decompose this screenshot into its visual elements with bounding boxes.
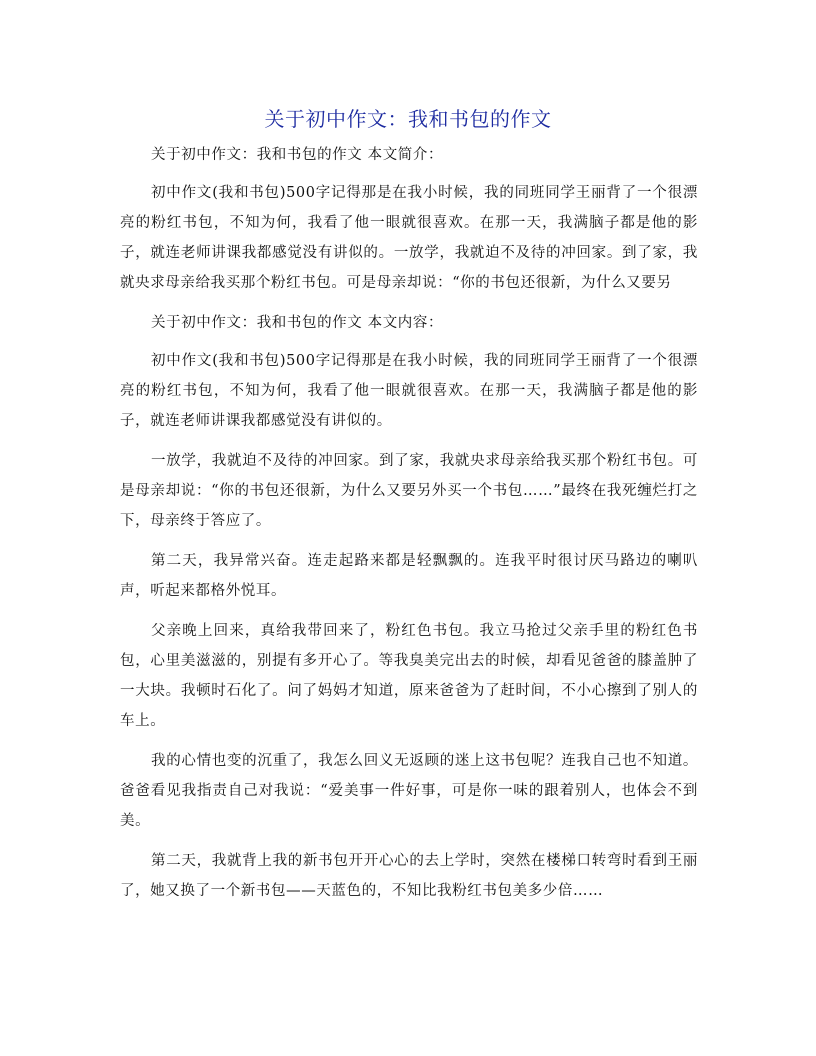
body-paragraph: 第二天，我异常兴奋。连走起路来都是轻飘飘的。连我平时很讨厌马路边的喇叭声，听起来都格外悦耳。	[120, 553, 698, 599]
body-paragraph: 我的心情也变的沉重了，我怎么回义无返顾的迷上这书包呢？连我自己也不知道。爸爸看见我指责自己对我说：“爱美事一件好事，可是你一味的跟着别人，也体会不到美。	[120, 753, 698, 829]
content-heading: 关于初中作文：我和书包的作文 本文内容：	[151, 315, 444, 331]
document-title: 关于初中作文：我和书包的作文	[264, 107, 552, 131]
summary-paragraph: 初中作文(我和书包)500字记得那是在我小时候，我的同班同学王丽背了一个很漂亮的粉红书包，不知为何，我看了他一眼就很喜欢。在那一天，我满脑子都是他的影子，就连老师讲课我都感觉没有讲似的。一放学，我就迫不及待的冲回家。到了家，我就央求母亲给我买那个粉红书包。可是母亲却说：“你的书包还很新，为什么又要另	[120, 185, 698, 291]
document-body	[120, 140, 698, 916]
body-paragraph: 第二天，我就背上我的新书包开开心心的去上学时，突然在楼梯口转弯时看到王丽了，她又换了一个新书包——天蓝色的，不知比我粉红书包美多少倍……	[120, 853, 698, 899]
body-paragraph: 父亲晚上回来，真给我带回来了，粉红色书包。我立马抢过父亲手里的粉红色书包，心里美滋滋的，别提有多开心了。等我臭美完出去的时候，却看见爸爸的膝盖肿了一大块。我顿时石化了。问了妈妈才知道，原来爸爸为了赶时间，不小心擦到了别人的车上。	[120, 623, 698, 729]
intro-heading: 关于初中作文：我和书包的作文 本文简介：	[151, 147, 444, 163]
body-paragraph: 初中作文(我和书包)500字记得那是在我小时候，我的同班同学王丽背了一个很漂亮的粉红书包，不知为何，我看了他一眼就很喜欢。在那一天，我满脑子都是他的影子，就连老师讲课我都感觉没有讲似的。	[120, 353, 698, 429]
body-paragraph: 一放学，我就迫不及待的冲回家。到了家，我就央求母亲给我买那个粉红书包。可是母亲却说：“你的书包还很新，为什么又要另外买一个书包……”最终在我死缠烂打之下，母亲终于答应了。	[120, 453, 698, 529]
